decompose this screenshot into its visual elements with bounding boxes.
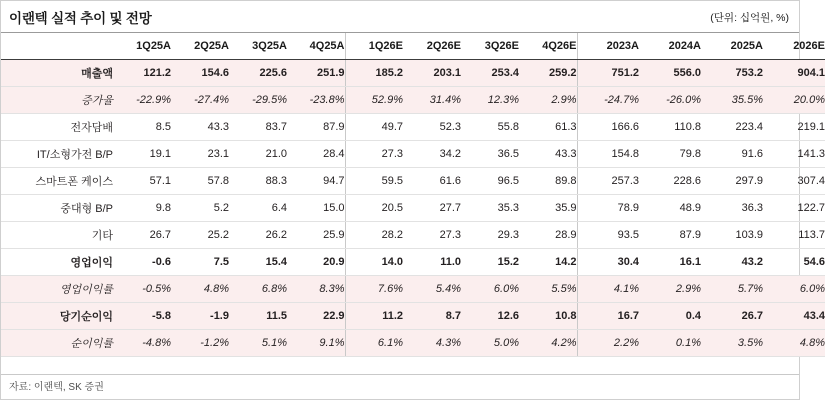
table-row [1,195,825,222]
cell: 4.1% [577,276,639,303]
cell: 20.0% [763,87,825,114]
cell: 43.4 [763,303,825,330]
cell: 78.9 [577,195,639,222]
cell: 6.0% [763,276,825,303]
cell: 4.3% [403,330,461,357]
cell: 6.0% [461,276,519,303]
cell: -24.7% [577,87,639,114]
cell: 87.9 [639,222,701,249]
column-header: 2Q26E [403,33,461,60]
cell: 307.4 [763,168,825,195]
cell: -4.8% [113,330,171,357]
cell: 185.2 [345,60,403,87]
cell: 20.5 [345,195,403,222]
cell: 2.9% [519,87,577,114]
cell: -27.4% [171,87,229,114]
cell: -1.2% [171,330,229,357]
table-row [1,222,825,249]
header-row [1,33,825,60]
cell: 154.8 [577,141,639,168]
cell: 11.2 [345,303,403,330]
cell: 4.8% [763,330,825,357]
cell: 259.2 [519,60,577,87]
cell: 31.4% [403,87,461,114]
cell: -29.5% [229,87,287,114]
cell: 88.3 [229,168,287,195]
cell: 5.2 [171,195,229,222]
table-row [1,114,825,141]
cell: 7.6% [345,276,403,303]
column-header: 3Q26E [461,33,519,60]
cell: 751.2 [577,60,639,87]
cell: 57.1 [113,168,171,195]
cell: 6.4 [229,195,287,222]
cell: 49.7 [345,114,403,141]
cell: 12.6 [461,303,519,330]
column-header-label [1,33,113,60]
cell: 203.1 [403,60,461,87]
cell: 8.3% [287,276,345,303]
cell: 6.8% [229,276,287,303]
column-header: 2023A [577,33,639,60]
page-title: 이랜텍 실적 추이 및 전망 [9,11,152,26]
cell: 103.9 [701,222,763,249]
cell: 9.8 [113,195,171,222]
row-label: 당기순이익 [1,303,113,330]
cell: 52.9% [345,87,403,114]
cell: -22.9% [113,87,171,114]
cell: 9.1% [287,330,345,357]
cell: 89.8 [519,168,577,195]
column-header: 1Q25A [113,33,171,60]
cell: 35.5% [701,87,763,114]
cell: 5.5% [519,276,577,303]
row-label: 중대형 B/P [1,195,113,222]
cell: 2.2% [577,330,639,357]
column-header: 1Q26E [345,33,403,60]
cell: 22.9 [287,303,345,330]
cell: 27.3 [403,222,461,249]
table-body [1,60,825,357]
table-row [1,141,825,168]
row-label: IT/소형가전 B/P [1,141,113,168]
cell: 28.2 [345,222,403,249]
cell: -0.5% [113,276,171,303]
cell: 35.9 [519,195,577,222]
column-header: 2Q25A [171,33,229,60]
cell: 15.2 [461,249,519,276]
cell: 253.4 [461,60,519,87]
cell: 7.5 [171,249,229,276]
column-header: 2026E [763,33,825,60]
cell: -0.6 [113,249,171,276]
column-header: 4Q25A [287,33,345,60]
cell: 43.3 [171,114,229,141]
cell: 94.7 [287,168,345,195]
table-row [1,249,825,276]
cell: 54.6 [763,249,825,276]
cell: 59.5 [345,168,403,195]
row-label: 증가율 [1,87,113,114]
cell: 2.9% [639,276,701,303]
cell: 166.6 [577,114,639,141]
row-label: 영업이익률 [1,276,113,303]
cell: 87.9 [287,114,345,141]
cell: 6.1% [345,330,403,357]
cell: 8.5 [113,114,171,141]
table-header [1,33,825,60]
cell: 556.0 [639,60,701,87]
cell: 5.0% [461,330,519,357]
cell: 20.9 [287,249,345,276]
cell: 55.8 [461,114,519,141]
cell: 225.6 [229,60,287,87]
table-row [1,168,825,195]
cell: 36.3 [701,195,763,222]
column-header: 4Q26E [519,33,577,60]
row-label: 기타 [1,222,113,249]
cell: 3.5% [701,330,763,357]
cell: -23.8% [287,87,345,114]
cell: 113.7 [763,222,825,249]
cell: 21.0 [229,141,287,168]
cell: 26.2 [229,222,287,249]
cell: 12.3% [461,87,519,114]
table-row [1,276,825,303]
cell: -5.8 [113,303,171,330]
cell: 26.7 [113,222,171,249]
cell: 753.2 [701,60,763,87]
cell: 14.2 [519,249,577,276]
cell: 904.1 [763,60,825,87]
cell: 43.3 [519,141,577,168]
cell: 4.2% [519,330,577,357]
cell: 0.4 [639,303,701,330]
row-label: 영업이익 [1,249,113,276]
cell: 15.4 [229,249,287,276]
table-row [1,60,825,87]
cell: 141.3 [763,141,825,168]
table-row [1,87,825,114]
cell: -1.9 [171,303,229,330]
cell: 28.4 [287,141,345,168]
row-label: 전자담배 [1,114,113,141]
cell: 5.4% [403,276,461,303]
row-label: 순이익률 [1,330,113,357]
cell: 14.0 [345,249,403,276]
footnote-divider [1,374,799,375]
cell: 27.3 [345,141,403,168]
cell: 30.4 [577,249,639,276]
cell: 257.3 [577,168,639,195]
column-header: 2024A [639,33,701,60]
cell: 219.1 [763,114,825,141]
cell: 79.8 [639,141,701,168]
cell: 223.4 [701,114,763,141]
cell: 0.1% [639,330,701,357]
cell: 52.3 [403,114,461,141]
cell: 25.2 [171,222,229,249]
cell: 34.2 [403,141,461,168]
cell: 11.5 [229,303,287,330]
cell: 27.7 [403,195,461,222]
cell: 28.9 [519,222,577,249]
cell: 35.3 [461,195,519,222]
cell: 96.5 [461,168,519,195]
cell: 61.6 [403,168,461,195]
cell: 36.5 [461,141,519,168]
cell: 5.1% [229,330,287,357]
cell: 83.7 [229,114,287,141]
cell: 61.3 [519,114,577,141]
cell: 16.7 [577,303,639,330]
cell: 154.6 [171,60,229,87]
cell: 43.2 [701,249,763,276]
row-label: 스마트폰 케이스 [1,168,113,195]
cell: 93.5 [577,222,639,249]
cell: 228.6 [639,168,701,195]
cell: 110.8 [639,114,701,141]
cell: 91.6 [701,141,763,168]
cell: 4.8% [171,276,229,303]
table-row [1,330,825,357]
unit-note: (단위: 십억원, %) [710,11,789,24]
cell: 251.9 [287,60,345,87]
cell: 11.0 [403,249,461,276]
cell: 5.7% [701,276,763,303]
cell: 16.1 [639,249,701,276]
cell: 25.9 [287,222,345,249]
cell: 48.9 [639,195,701,222]
cell: 29.3 [461,222,519,249]
cell: 26.7 [701,303,763,330]
financial-table [1,33,825,357]
source-note: 자료: 이랜텍, SK 증권 [9,382,104,393]
column-header: 3Q25A [229,33,287,60]
cell: 10.8 [519,303,577,330]
cell: 122.7 [763,195,825,222]
cell: 23.1 [171,141,229,168]
cell: 8.7 [403,303,461,330]
cell: 57.8 [171,168,229,195]
row-label: 매출액 [1,60,113,87]
table-row [1,303,825,330]
cell: 15.0 [287,195,345,222]
cell: 121.2 [113,60,171,87]
cell: -26.0% [639,87,701,114]
title-row [1,1,799,33]
cell: 297.9 [701,168,763,195]
column-header: 2025A [701,33,763,60]
cell: 19.1 [113,141,171,168]
